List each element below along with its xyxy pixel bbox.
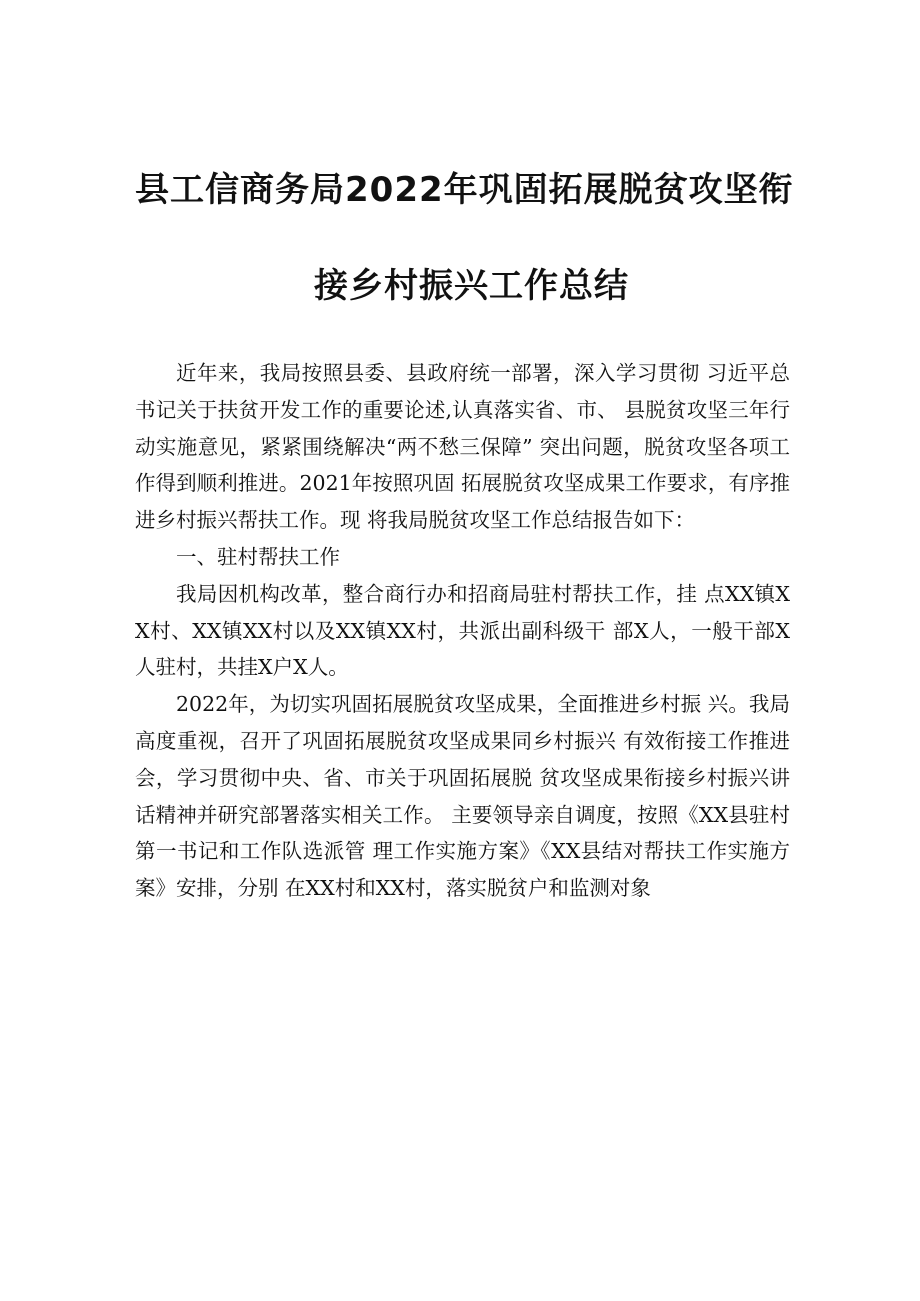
document-title-line-2: 接乡村振兴工作总结 — [314, 266, 629, 306]
section-heading-1: 一、驻村帮扶工作 — [176, 544, 340, 569]
document-title-line-1: 县工信商务局2022年巩固拓展脱贫攻坚衔 — [135, 170, 794, 210]
paragraph-2022-work: 2022年，为切实巩固拓展脱贫攻坚成果，全面推进乡村振 兴。我局高度重视，召开了巩固拓展脱贫攻坚成果同乡村振兴 有效衔接工作推进会，学习贯彻中央、省、市关于巩固拓展脱 贫攻坚成果衔接乡村振兴讲话精神并研究部署落实相关工作。 主要领导亲自调度，按照《XX县驻村第一书记和工作队选派管 理工作实施方案》《XX县结对帮扶工作实施方案》安排，分别 在XX村和XX村，落实脱贫户和监测对象 — [135, 692, 790, 901]
paragraph-village-assistance: 我局因机构改革，整合商行办和招商局驻村帮扶工作，挂 点XX镇XX村、XX镇XX村以及XX镇XX村，共派出副科级干 部X人，一般干部X人驻村，共挂X户X人。 — [135, 581, 790, 680]
paragraph-intro: 近年来，我局按照县委、县政府统一部署，深入学习贯彻 习近平总书记关于扶贫开发工作的重要论述,认真落实省、市、 县脱贫攻坚三年行动实施意见，紧紧围绕解决“两不愁三保障” 突出问题，脱贫攻坚各项工作得到顺利推进。2021年按照巩固 拓展脱贫攻坚成果工作要求，有序推进乡村振兴帮扶工作。现 将我局脱贫攻坚工作总结报告如下： — [135, 361, 790, 533]
document-body — [135, 355, 790, 907]
